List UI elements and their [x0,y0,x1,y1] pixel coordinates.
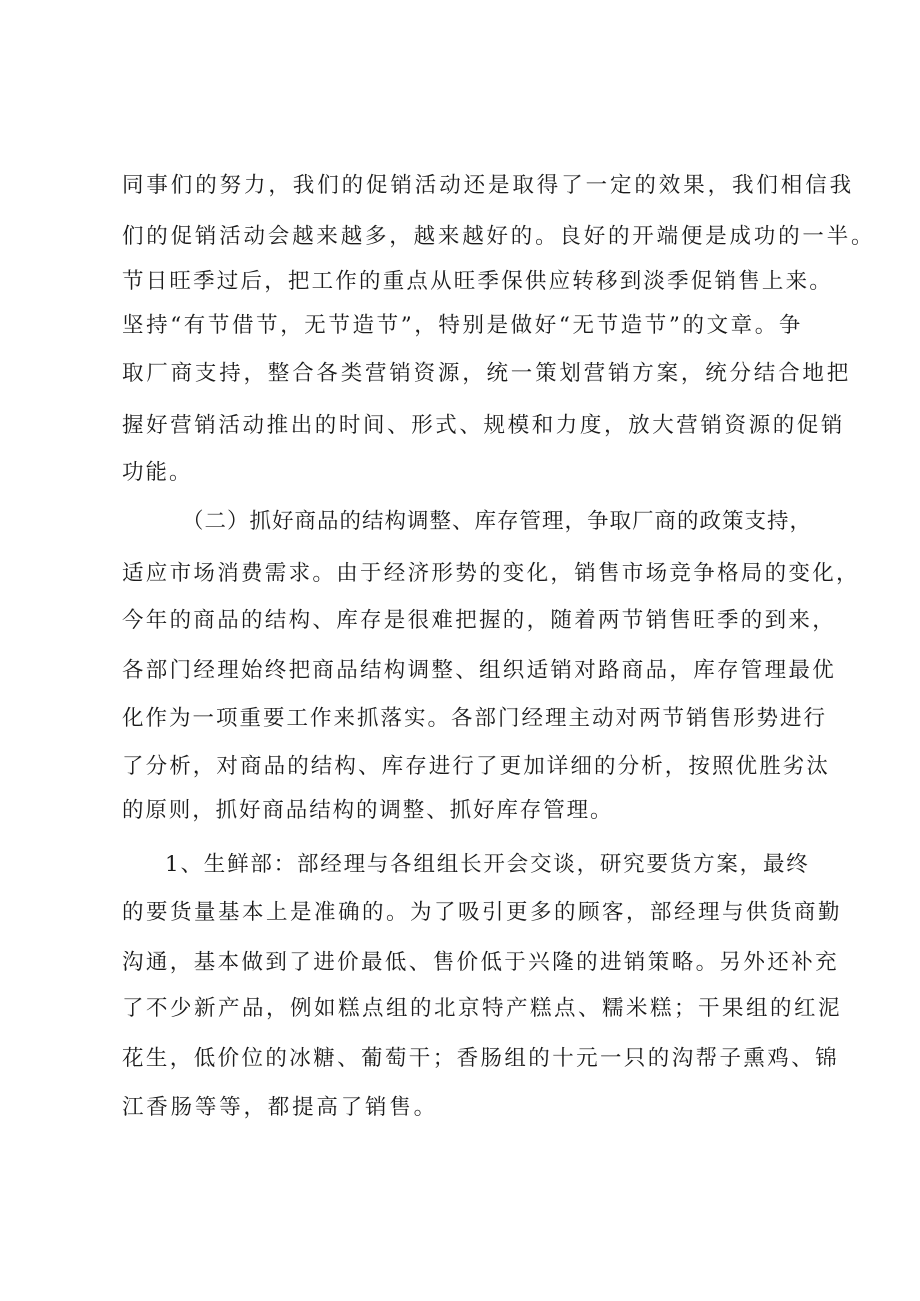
text-line: 花生，低价位的冰糖、葡萄干；香肠组的十元一只的沟帮子熏鸡、锦 [122,1046,840,1071]
text-line: 坚持“有节借节，无节造节”，特别是做好“无节造节”的文章。争 [122,313,803,338]
text-line: 同事们的努力，我们的促销活动还是取得了一定的效果，我们相信我 [122,173,855,198]
text-line: 取厂商支持，整合各类营销资源，统一策划营销方案，统分结合地把 [122,361,852,386]
section-heading-line: （二）抓好商品的结构调整、库存管理，争取厂商的政策支持， [182,509,813,534]
text-line: 今年的商品的结构、库存是很难把握的，随着两节销售旺季的到来， [122,608,837,633]
text-line: 适应市场消费需求。由于经济形势的变化，销售市场竞争格局的变化， [122,561,860,586]
text-line: 沟通，基本做到了进价最低、售价低于兴隆的进销策略。另外还补充 [122,950,840,975]
text-line: 功能。 [122,460,193,485]
text-line: 节日旺季过后，把工作的重点从旺季保供应转移到淡季促销售上来。 [122,269,834,294]
text-line: 的要货量基本上是准确的。为了吸引更多的顾客，部经理与供货商勤 [122,900,843,925]
text-line: 了不少新产品，例如糕点组的北京特产糕点、糯米糕；干果组的红泥 [122,996,843,1021]
text-line: 化作为一项重要工作来抓落实。各部门经理主动对两节销售形势进行 [122,706,828,731]
text-line: 了分析，对商品的结构、库存进行了更加详细的分析，按照优胜劣汰 [122,754,831,779]
text-line: 们的促销活动会越来越多，越来越好的。良好的开端便是成功的一半。 [122,224,876,249]
text-line: 江香肠等等，都提高了销售。 [122,1095,438,1120]
text-line: 的原则，抓好商品结构的调整、抓好库存管理。 [122,798,614,823]
text-line: 各部门经理始终把商品结构调整、组织适销对路商品，库存管理最优 [122,658,837,683]
text-line: 握好营销活动推出的时间、形式、规模和力度，放大营销资源的促销 [122,413,846,438]
list-item-line: 1、生鲜部：部经理与各组组长开会交谈，研究要货方案，最终 [165,852,810,877]
